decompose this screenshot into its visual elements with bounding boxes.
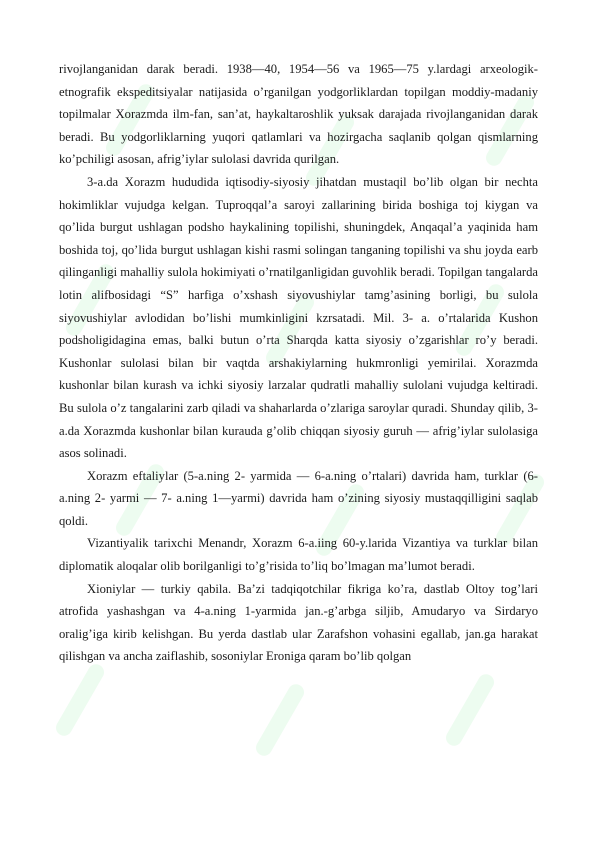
paragraph-1: rivojlanganidan darak beradi. 1938—40, 1954—56 va 1965—75 y.lardagi arxeologik-etnografik ekspeditsiyalar natijasida o’rganilgan yodgorliklardan topilgan moddiy-madaniy topilmalar Xorazmda ilm-fan, san’at, haykaltaroshlik yuksak darajada rivojlanganidan darak beradi. Bu yodgorliklarning yuqori qatlamlari va hozirgacha saqlanib qolgan qismlarning ko’pchiligi asosan, afrig’iylar sulolasi davrida qurilgan. [59,62,538,167]
paragraph-5: Xioniylar — turkiy qabila. Ba’zi tadqiqotchilar fikriga ko’ra, dastlab Oltoy tog’lari atrofida yashashgan va 4-a.ning 1-yarmida jan.-g’arbga siljib, Amudaryo va Sirdaryo oralig’iga kirib kelishgan. Bu yerda dastlab ular Zarafshon vohasini egallab, jan.ga harakat qilishgan va ancha zaiflashib, sosoniylar Eroniga qaram bo’lib qolgan [59,581,538,664]
paragraph-2: 3-a.da Xorazm hududida iqtisodiy-siyosiy jihatdan mustaqil bo’lib olgan bir nechta hokimliklar vujudga kelgan. Tuproqqal’a saroyi zallarining birida boshiga toj kiygan va qo’lida burgut ushlagan podsho haykalining topilishi, shuningdek, Anqaqal’a yaqinida ham boshida toj, qo’lida burgut ushlagan kishi rasmi solingan tanganing topilishi va shu joyda earb qilinganligi mahalliy sulola hokimiyati o’rnatilganligidan guvohlik beradi. Topilgan tangalarda lotin alifbosidagi “S” harfiga o’xshash siyovushiylar tamg’asining borligi, bu sulola siyovushiylar avlodidan bo’lishi mumkinligini kzrsatadi. Mil. 3- a. o’rtalarida Kushon podsholigidagina emas, balki butun o’rta Sharqda katta siyosiy o’zgarishlar ro’y beradi. Kushonlar sulolasi bilan bir vaqtda arshakiylarning hukmronligi yemirilai. Xorazmda kushonlar bilan kurash va ichki siyosiy larzalar qudratli mahalliy sulolani vujudga keltiradi. Bu sulola o’z tangalarini zarb qiladi va shaharlarda o’zlariga saroylar quradi. Shunday qilib, 3-a.da Xorazmda kushonlar bilan kurauda g’olib chiqqan siyosiy guruh — afrig’iylar sulolasiga asos solinadi. [59,174,538,461]
paragraph-3: Xorazm eftaliylar (5-a.ning 2- yarmida — 6-a.ning o’rtalari) davrida ham, turklar (6-a.ning 2- yarmi — 7- a.ning 1—yarmi) davrida ham o’zining siyosiy mustaqqilligini saqlab qoldi. [59,468,538,528]
paragraph-4: Vizantiyalik tarixchi Menandr, Xorazm 6-a.iing 60-y.larida Vizantiya va turklar bilan diplomatik aloqalar olib borilganligi to’g’risida to’liq bo’lmagan ma’lumot beradi. [59,536,538,574]
document-page [59,58,538,668]
